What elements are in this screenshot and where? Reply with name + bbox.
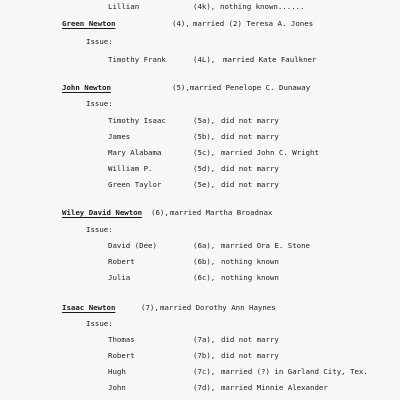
- child-name: David (Dee): [108, 241, 157, 250]
- child-name: William P.: [108, 164, 153, 173]
- child-ref: (5a),: [193, 116, 216, 125]
- child-name: Hugh: [108, 367, 126, 376]
- child-ref: (6c),: [193, 273, 216, 282]
- section-head-ref: (5),: [172, 83, 190, 92]
- child-note: did not marry: [221, 335, 279, 344]
- child-ref: (5d),: [193, 164, 216, 173]
- child-name: Robert: [108, 351, 135, 360]
- child-note: married John C. Wright: [221, 148, 319, 157]
- child-name: Thomas: [108, 335, 135, 344]
- child-note: married Kate Faulkner: [223, 55, 317, 64]
- top-entry-ref: (4k),: [193, 2, 216, 11]
- issue-label: Issue:: [86, 225, 113, 234]
- section-head-ref: (6),: [151, 208, 169, 217]
- section-head-name: Isaac Newton: [62, 303, 116, 312]
- top-entry-name: Lillian: [108, 2, 140, 11]
- child-ref: (5c),: [193, 148, 216, 157]
- issue-label: Issue:: [86, 99, 113, 108]
- child-ref: (7d),: [193, 383, 216, 392]
- section-head-name: Green Newton: [62, 19, 116, 28]
- child-note: married Ora E. Stone: [221, 241, 310, 250]
- child-note: nothing known: [221, 257, 279, 266]
- top-entry-note: nothing known......: [220, 2, 305, 11]
- section-head-name: John Newton: [62, 83, 111, 92]
- child-ref: (6a),: [193, 241, 216, 250]
- child-name: Mary Alabama: [108, 148, 162, 157]
- child-ref: (7a),: [193, 335, 216, 344]
- child-note: did not marry: [221, 132, 279, 141]
- section-head-ref: (7),: [141, 303, 159, 312]
- section-head-note: married Martha Broadnax: [170, 208, 273, 217]
- child-note: married Minnie Alexander: [221, 383, 328, 392]
- child-name: Green Taylor: [108, 180, 162, 189]
- child-ref: (5e),: [193, 180, 216, 189]
- child-note: married (?) in Garland City, Tex.: [221, 367, 368, 376]
- child-note: did not marry: [221, 351, 279, 360]
- child-name: Timothy Frank: [108, 55, 166, 64]
- section-head-note: married (2) Teresa A. Jones: [193, 19, 314, 28]
- child-ref: (4L),: [193, 55, 216, 64]
- child-name: Robert: [108, 257, 135, 266]
- section-head-name: Wiley David Newton: [62, 208, 143, 217]
- child-note: nothing known: [221, 273, 279, 282]
- child-note: did not marry: [221, 116, 279, 125]
- issue-label: Issue:: [86, 319, 113, 328]
- child-note: did not marry: [221, 164, 279, 173]
- child-note: did not marry: [221, 180, 279, 189]
- child-ref: (7c),: [193, 367, 216, 376]
- child-name: Timothy Isaac: [108, 116, 166, 125]
- child-ref: (6b),: [193, 257, 216, 266]
- child-name: James: [108, 132, 131, 141]
- child-name: John: [108, 383, 126, 392]
- child-name: Julia: [108, 273, 131, 282]
- section-head-ref: (4),: [172, 19, 190, 28]
- section-head-note: married Dorothy Ann Haynes: [160, 303, 276, 312]
- section-head-note: married Penelope C. Dunaway: [190, 83, 311, 92]
- child-ref: (7b),: [193, 351, 216, 360]
- child-ref: (5b),: [193, 132, 216, 141]
- issue-label: Issue:: [86, 37, 113, 46]
